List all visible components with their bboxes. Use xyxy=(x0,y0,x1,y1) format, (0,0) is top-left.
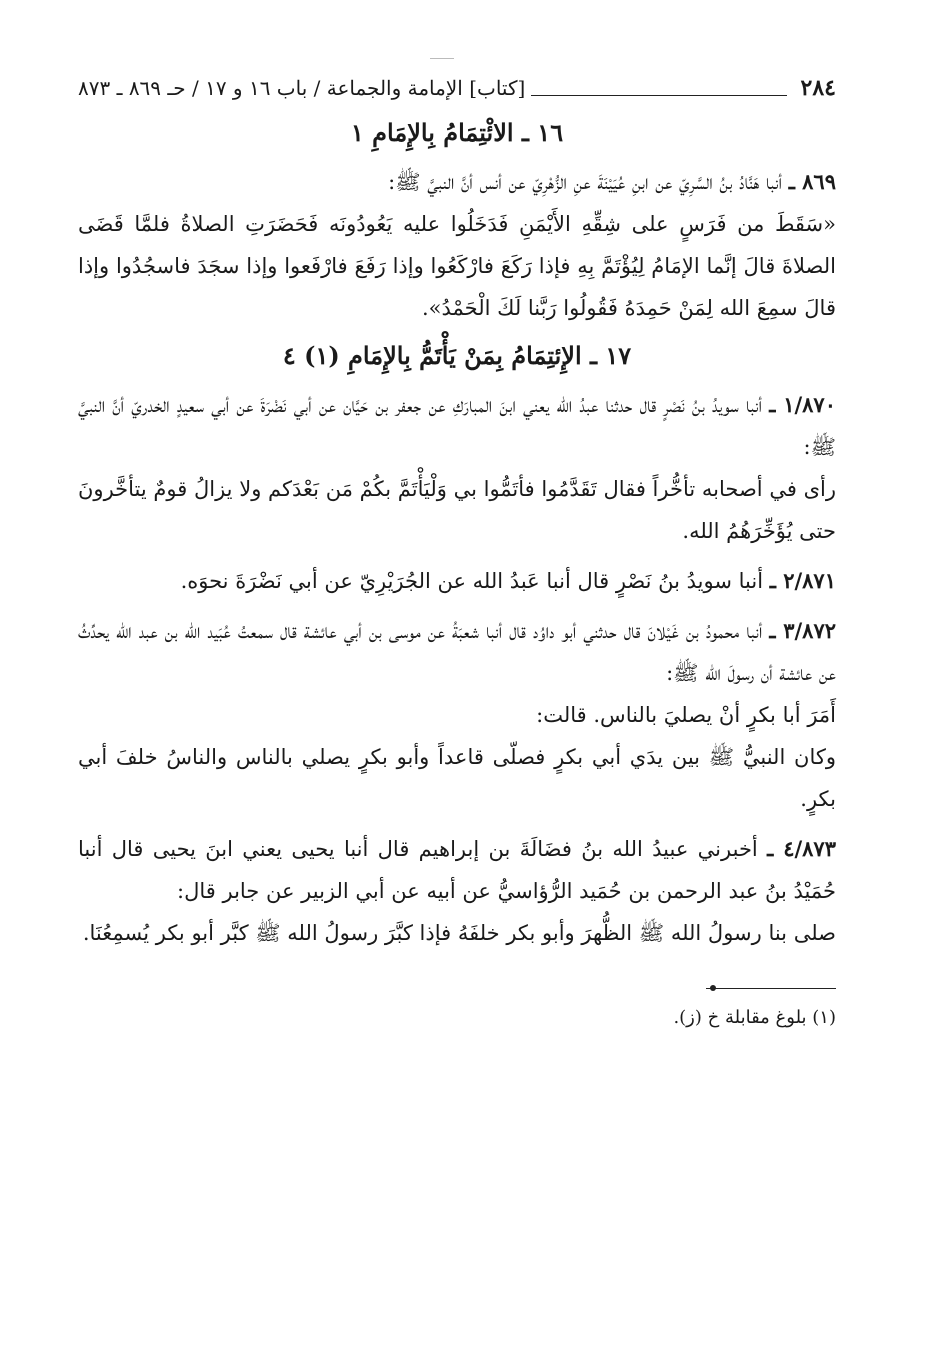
hadith-isnad: أخبرني عبيدُ الله بنُ فضَالَةَ بن إبراهيم قال أنبا يحيى يعني ابنَ يحيى قال أنبا حُمَيْدُ بنُ عبد الرحمن بن حُمَيد الرُّؤاسيُّ عن أبيه عن أبي الزبير عن جابر قال: xyxy=(78,837,836,903)
hadith-matn: رأى في أصحابه تأخُّراً فقال تَقَدَّمُوا فأتَمُّوا بي وَلْيَأْتَمَّ بكُمْ مَن بَعْدَكم ولا يزالُ قومٌ يتأخَّرونَ حتى يُؤَخِّرَهُمُ الله. xyxy=(78,477,836,543)
hadith-number: ٢/٨٧١ ـ xyxy=(769,568,836,593)
hadith-number: ١/٨٧٠ ـ xyxy=(769,392,836,417)
running-title: [كتاب] الإمامة والجماعة / باب ١٦ و ١٧ / حـ ٨٦٩ ـ ٨٧٣ xyxy=(78,76,526,100)
hadith-matn: صلى بنا رسولُ الله ﷺ الظُّهرَ وأبو بكر خلفَهُ فإذا كبَّرَ رسولُ الله ﷺ كبَّر أبو بكر يُسمِعُنَا. xyxy=(82,921,836,945)
page-number: ٢٨٤ xyxy=(800,75,836,101)
chapter-16-title: ١٦ ـ الائْتِمَامُ بِالإِمَامِ ١ xyxy=(350,118,564,147)
hadith-isnad: أنبا سويدُ بنُ نَصْرٍ قال حدثنا عبدُ الله يعني ابنَ المبارَكِ عن جعفر بن حَيَّان عن أبي نَضْرَةَ عن أبي سعيدٍ الخدريّ أنَّ النبيَّ ﷺ: xyxy=(78,393,836,459)
hadith-number: ٤/٨٧٣ ـ xyxy=(767,836,836,861)
footnote: (١) بلوغ مقابلة خ (ز). xyxy=(673,1007,836,1028)
hadith-873 xyxy=(78,828,836,954)
top-mark xyxy=(430,58,454,59)
hadith-matn-continued: وكان النبيُّ ﷺ بين يدَي أبي بكرٍ فصلّى قاعداً وأبو بكرٍ يصلي بالناس والناسُ خلفَ أبي بكرٍ. xyxy=(78,745,836,811)
hadith-isnad: أنبا هَنَّادُ بنُ السَّرِيّ عن ابنِ عُيَيْنَةَ عنِ الزُّهْرِيّ عن أنس أنَّ النبيَّ ﷺ: xyxy=(388,170,782,194)
header-rule xyxy=(531,81,786,96)
hadith-matn: «سَقَطَ من فَرَسٍ على شِقِّهِ الأَيْمَنِ فَدَخَلُوا عليه يَعُودُونَه فَحَضَرَتِ الصلاةُ فلمَّا قَضَى الصلاةَ قالَ إنَّما الإمَامُ لِيُؤْتَمَّ بِهِ فإذا رَكَعَ فارْكَعُوا وإذا رَفَعَ فارْفَعوا وإذا سجَدَ فاسجُدُوا وإذا قالَ سمِعَ الله لِمَنْ حَمِدَهُ فَقُولُوا رَبَّنا لَكَ الْحَمْدُ». xyxy=(78,212,836,320)
page xyxy=(78,70,836,1028)
footnote-rule xyxy=(706,988,836,989)
running-header xyxy=(78,70,836,106)
hadith-872 xyxy=(78,610,836,820)
hadith-number: ٣/٨٧٢ ـ xyxy=(769,618,837,643)
hadith-869 xyxy=(78,161,836,329)
hadith-number: ٨٦٩ ـ xyxy=(788,169,836,194)
chapter-17-title: ١٧ ـ الإِئتِمَامُ بِمَنْ يَأْتَمُّ بِالإِمَامِ (١) ٤ xyxy=(282,341,632,370)
hadith-text: أنبا سويدُ بنُ نَصْرٍ قال أنبا عَبدُ الله عن الجُرَيْرِيّ عن أبي نَضْرَةَ نحوَه. xyxy=(180,569,764,593)
hadith-isnad: أنبا محمودُ بن غَيْلانَ قال حدثني أبو داوُد قال أنبا شعبَةُ عن موسى بن أبي عائشة قال سمعتُ عُبَيد الله بن عبد الله يحدِّثُ عن عائشة أن رسولَ الله ﷺ: xyxy=(78,619,836,685)
hadith-870 xyxy=(78,384,836,552)
hadith-matn: أَمَرَ أبا بكرٍ أنْ يصليَ بالناس. قالت: xyxy=(536,703,836,727)
hadith-871 xyxy=(78,560,836,602)
